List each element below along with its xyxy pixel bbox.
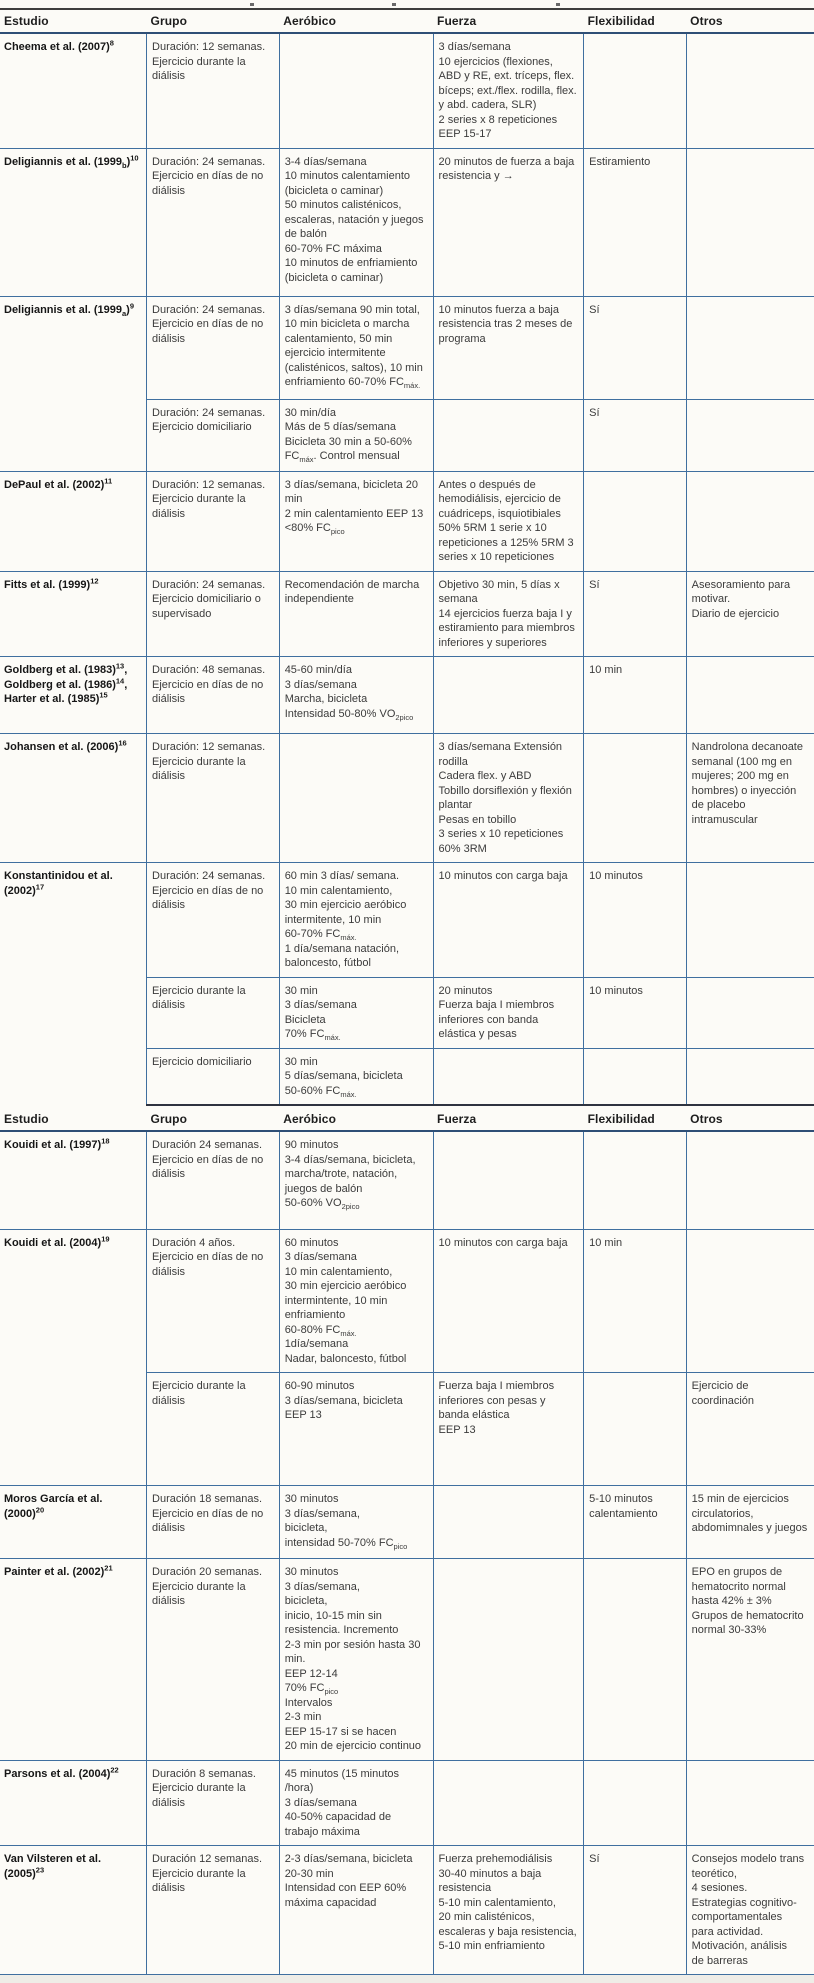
cell-otros: Consejos modelo trans teorético, 4 sesiones. Estrategias cognitivo- comportamentales para actividad. Motivación, análisis de barreras [686,1846,814,1975]
cell-grupo: Duración: 12 semanas. Ejercicio durante la diálisis [147,471,280,571]
cropped-caption-rule [0,0,814,10]
studies-table-part-1 [0,10,814,1106]
column-header-estudio: Estudio [0,1106,147,1131]
table-row [0,471,814,571]
table-row [0,33,814,148]
cell-aerobico: 60 minutos 3 días/semana 10 min calentamiento, 30 min ejercicio aeróbico intermintente, 10 min enfriamiento 60-80% $FC_{máx.}$ 1día/semana Nadar, baloncesto, fútbol [279,1229,433,1373]
page-bottom-strip [0,1975,814,1983]
cell-grupo: Duración: 24 semanas. Ejercicio domiciliario [147,399,280,471]
table-row [0,148,814,296]
cell-grupo: Ejercicio durante la diálisis [147,1373,280,1486]
cell-aerobico: 30 min 5 días/semana, bicicleta 50-60% $FC_{máx.}$ [279,1048,433,1105]
cell-otros: Ejercicio de coordinación [686,1373,814,1486]
cell-otros [686,1131,814,1229]
study-cell: Konstantinidou et al. $(2002)^{17}$ [0,863,147,1106]
cell-fuerza [433,1048,584,1105]
cell-grupo: Duración: 12 semanas. Ejercicio durante la diálisis [147,33,280,148]
study-cell: Parsons et al. $(2004)^{22}$ [0,1760,147,1846]
cell-flexibilidad: 10 min [584,657,687,734]
cell-aerobico [279,734,433,863]
cell-fuerza [433,1486,584,1559]
cell-flexibilidad [584,1559,687,1761]
cell-fuerza [433,657,584,734]
cell-grupo: Ejercicio durante la diálisis [147,977,280,1048]
cell-aerobico: 3-4 días/semana 10 minutos calentamiento (bicicleta o caminar) 50 minutos calisténicos, escaleras, natación y juegos de balón 60-70% FC máxima 10 minutos de enfriamiento (bicicleta o caminar) [279,148,433,296]
cell-otros [686,863,814,978]
cell-fuerza: 20 minutos Fuerza baja I miembros inferiores con banda elástica y pesas [433,977,584,1048]
cell-fuerza: Fuerza prehemodiálisis 30-40 minutos a baja resistencia 5-10 min calentamiento, 20 min calisténicos, escaleras y baja resistencia, 5-10 min enfriamiento [433,1846,584,1975]
cell-flexibilidad: Estiramiento [584,148,687,296]
cell-fuerza: Fuerza baja I miembros inferiores con pesas y banda elástica EEP 13 [433,1373,584,1486]
cell-fuerza: 3 días/semana 10 ejercicios (flexiones, ABD y RE, ext. tríceps, flex. bíceps; ext./flex. rodilla, flex. y abd. cadera, SLR) 2 series x 8 repeticiones EEP 15-17 [433,33,584,148]
study-cell: Van Vilsteren et al. $(2005)^{23}$ [0,1846,147,1975]
table-row [0,571,814,657]
cell-aerobico: 60-90 minutos 3 días/semana, bicicleta EEP 13 [279,1373,433,1486]
cell-flexibilidad [584,1048,687,1105]
cell-otros [686,33,814,148]
cell-otros: Asesoramiento para motivar. Diario de ejercicio [686,571,814,657]
cell-aerobico: 30 min 3 días/semana Bicicleta 70% $FC_{máx.}$ [279,977,433,1048]
cell-otros: 15 min de ejercicios circulatorios, abdomimnales y juegos [686,1486,814,1559]
cell-grupo: Duración 4 años. Ejercicio en días de no diálisis [147,1229,280,1373]
column-header-aerobico: Aeróbico [279,10,433,33]
cell-aerobico: 2-3 días/semana, bicicleta 20-30 min Intensidad con EEP 60% máxima capacidad [279,1846,433,1975]
study-cell: DePaul et al. $(2002)^{11}$ [0,471,147,571]
cell-flexibilidad: Sí [584,399,687,471]
study-cell: Deligiannis et al. $(1999_a)^9$ [0,296,147,471]
cell-flexibilidad: Sí [584,1846,687,1975]
column-header-fuerza: Fuerza [433,1106,584,1131]
cell-flexibilidad [584,1131,687,1229]
cell-aerobico: 3 días/semana 90 min total, 10 min bicicleta o marcha calentamiento, 50 min ejercicio intermitente (calisténicos, saltos), 10 min enfriamiento 60-70% $FC_{máx.}$ [279,296,433,399]
cell-aerobico: 45-60 min/día 3 días/semana Marcha, bicicleta Intensidad 50-80% $VO_{2pico}$ [279,657,433,734]
study-cell: Johansen et al. $(2006)^{16}$ [0,734,147,863]
study-cell: Fitts et al. $(1999)^{12}$ [0,571,147,657]
cell-grupo: Duración 18 semanas. Ejercicio en días de no diálisis [147,1486,280,1559]
table-row [0,657,814,734]
cell-grupo: Duración: 24 semanas. Ejercicio en días de no diálisis [147,148,280,296]
studies-table-part-2 [0,1106,814,1975]
cell-aerobico: 60 min 3 días/ semana. 10 min calentamiento, 30 min ejercicio aeróbico intermitente, 10 min 60-70% $FC_{máx.}$ 1 día/semana natación, baloncesto, fútbol [279,863,433,978]
cell-fuerza [433,1760,584,1846]
cell-aerobico: Recomendación de marcha independiente [279,571,433,657]
cell-aerobico: 45 minutos (15 minutos /hora) 3 días/semana 40-50% capacidad de trabajo máxima [279,1760,433,1846]
study-cell: Goldberg et al. $(1983)^{13}$, Goldberg et al. $(1986)^{14}$, Harter et al. $(1985)^{15}$ [0,657,147,734]
cell-fuerza [433,1559,584,1761]
table-row [0,1229,814,1373]
cell-grupo: Ejercicio domiciliario [147,1048,280,1105]
cell-grupo: Duración 20 semanas. Ejercicio durante la diálisis [147,1559,280,1761]
cell-grupo: Duración: 24 semanas. Ejercicio domiciliario o supervisado [147,571,280,657]
cell-otros [686,399,814,471]
study-cell: Deligiannis et al. $(1999_b)^{10}$ [0,148,147,296]
table-row [0,1760,814,1846]
cell-otros [686,1048,814,1105]
column-header-otros: Otros [686,1106,814,1131]
cell-flexibilidad [584,1373,687,1486]
study-cell: Kouidi et al. $(2004)^{19}$ [0,1229,147,1486]
column-header-estudio: Estudio [0,10,147,33]
cell-otros [686,296,814,399]
cell-fuerza: 3 días/semana Extensión rodilla Cadera flex. y ABD Tobillo dorsiflexión y flexión plantar Pesas en tobillo 3 series x 10 repeticiones 60% 3RM [433,734,584,863]
table-header-row [0,1106,814,1131]
cell-flexibilidad [584,33,687,148]
cell-otros [686,657,814,734]
cell-grupo: Duración: 12 semanas. Ejercicio durante la diálisis [147,734,280,863]
column-header-grupo: Grupo [147,10,280,33]
cell-otros: Nandrolona decanoate semanal (100 mg en mujeres; 200 mg en hombres) o inyección de placebo intramuscular [686,734,814,863]
table-row [0,1846,814,1975]
cell-otros [686,1760,814,1846]
cell-otros [686,471,814,571]
cell-otros [686,1229,814,1373]
cell-aerobico: 30 minutos 3 días/semana, bicicleta, inicio, 10-15 min sin resistencia. Incremento 2-3 min por sesión hasta 30 min. EEP 12-14 70% $FC_{pico}$ Intervalos 2-3 min EEP 15-17 si se hacen 20 min de ejercicio continuo [279,1559,433,1761]
study-cell: Moros García et al. $(2000)^{20}$ [0,1486,147,1559]
table-row [0,1131,814,1229]
column-header-grupo: Grupo [147,1106,280,1131]
cell-fuerza: 20 minutos de fuerza a baja resistencia y → [433,148,584,296]
cell-fuerza: Antes o después de hemodiálisis, ejercicio de cuádriceps, isquiotibiales 50% 5RM 1 serie x 10 repeticiones a 125% 5RM 3 series x 10 repeticiones [433,471,584,571]
table-header-row [0,10,814,33]
cell-fuerza: 10 minutos con carga baja [433,1229,584,1373]
cell-fuerza: 10 minutos fuerza a baja resistencia tras 2 meses de programa [433,296,584,399]
table-row [0,863,814,978]
cell-fuerza [433,399,584,471]
cell-aerobico: 90 minutos 3-4 días/semana, bicicleta, marcha/trote, natación, juegos de balón 50-60% $VO_{2pico}$ [279,1131,433,1229]
cell-otros [686,977,814,1048]
cell-aerobico: 30 min/día Más de 5 días/semana Bicicleta 30 min a 50-60% $FC_{máx}$. Control mensual [279,399,433,471]
cell-grupo: Duración: 24 semanas. Ejercicio en días de no diálisis [147,863,280,978]
study-cell: Cheema et al. $(2007)^8$ [0,33,147,148]
column-header-otros: Otros [686,10,814,33]
cell-otros: EPO en grupos de hematocrito normal hasta 42% ± 3% Grupos de hematocrito normal 30-33% [686,1559,814,1761]
cell-aerobico: 30 minutos 3 días/semana, bicicleta, intensidad 50-70% $FC_{pico}$ [279,1486,433,1559]
cell-grupo: Duración: 24 semanas. Ejercicio en días de no diálisis [147,296,280,399]
cell-flexibilidad: 10 min [584,1229,687,1373]
cell-otros [686,148,814,296]
cell-grupo: Duración 24 semanas. Ejercicio en días de no diálisis [147,1131,280,1229]
cell-grupo: Duración 12 semanas. Ejercicio durante la diálisis [147,1846,280,1975]
cell-flexibilidad: Sí [584,571,687,657]
cell-flexibilidad: 10 minutos [584,863,687,978]
table-row [0,734,814,863]
study-cell: Painter et al. $(2002)^{21}$ [0,1559,147,1761]
study-cell: Kouidi et al. $(1997)^{18}$ [0,1131,147,1229]
cell-flexibilidad [584,471,687,571]
cell-grupo: Duración: 48 semanas. Ejercicio en días de no diálisis [147,657,280,734]
cell-grupo: Duración 8 semanas. Ejercicio durante la diálisis [147,1760,280,1846]
cell-flexibilidad: Sí [584,296,687,399]
table-row [0,296,814,399]
cell-fuerza: Objetivo 30 min, 5 días x semana 14 ejercicios fuerza baja I y estiramiento para miembros inferiores y superiores [433,571,584,657]
column-header-aerobico: Aeróbico [279,1106,433,1131]
cell-fuerza: 10 minutos con carga baja [433,863,584,978]
cell-flexibilidad [584,1760,687,1846]
cell-fuerza [433,1131,584,1229]
table-row [0,1486,814,1559]
cell-flexibilidad: 10 minutos [584,977,687,1048]
cell-aerobico [279,33,433,148]
column-header-flexibilidad: Flexibilidad [584,10,687,33]
table-row [0,1559,814,1761]
cell-aerobico: 3 días/semana, bicicleta 20 min 2 min calentamiento EEP 13 <80% $FC_{pico}$ [279,471,433,571]
cell-flexibilidad [584,734,687,863]
column-header-fuerza: Fuerza [433,10,584,33]
column-header-flexibilidad: Flexibilidad [584,1106,687,1131]
cell-flexibilidad: 5-10 minutos calentamiento [584,1486,687,1559]
